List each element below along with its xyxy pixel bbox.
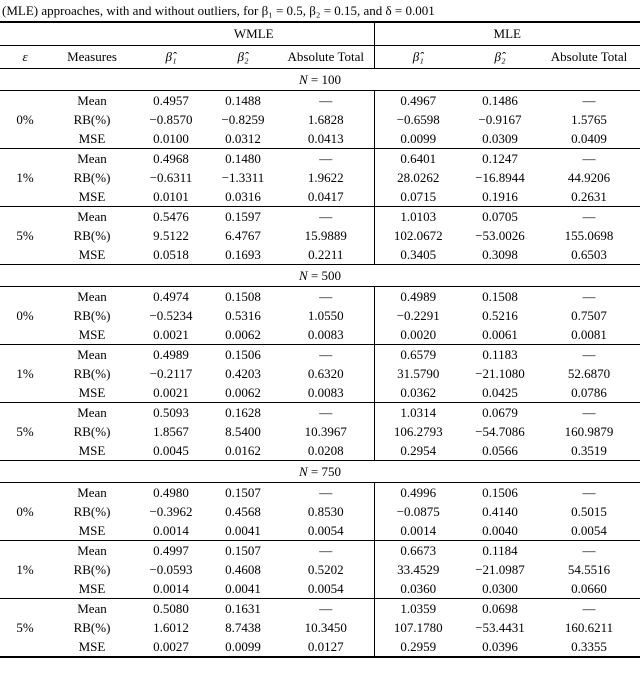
wmle-value: 0.5476	[134, 207, 208, 227]
wmle-beta1-header: β̂₁	[134, 46, 208, 69]
wmle-value: 0.0045	[153, 443, 189, 458]
mle-value: —	[538, 541, 640, 561]
wmle-value: −0.6311	[149, 170, 193, 185]
mle-value: 1.5765	[571, 112, 607, 127]
mle-value: −53.0026	[475, 228, 525, 243]
mle-value: 0.0061	[482, 327, 518, 342]
mle-value: −0.2291	[374, 306, 462, 325]
table-row	[0, 91, 640, 111]
wmle-value: 1.8567	[153, 424, 189, 439]
wmle-value: 0.1597	[208, 207, 278, 227]
mle-value: 33.4529	[374, 560, 462, 579]
epsilon-label: 1%	[0, 345, 50, 403]
wmle-value: 0.0162	[225, 443, 261, 458]
mle-value: 0.4140	[482, 504, 518, 519]
table-row	[0, 187, 640, 207]
column-header-row	[0, 46, 640, 69]
wmle-value: 1.0550	[307, 308, 344, 323]
mle-value: 160.6211	[564, 620, 614, 635]
mle-value: 0.0566	[482, 443, 518, 458]
measure-label: RB(%)	[73, 424, 111, 439]
section-title: N = 750	[0, 461, 640, 483]
measure-label: MSE	[78, 189, 106, 204]
mle-value: 0.3405	[374, 245, 462, 265]
epsilon-label: 1%	[0, 149, 50, 207]
measure-label: MSE	[78, 443, 106, 458]
wmle-value: 0.1693	[225, 247, 261, 262]
wmle-value: 0.4980	[134, 483, 208, 503]
mle-value: 0.0081	[571, 327, 607, 342]
mle-value: 0.5015	[571, 504, 607, 519]
mle-value: 31.5790	[374, 364, 462, 383]
wmle-value: 10.3967	[304, 424, 347, 439]
wmle-value: 9.5122	[153, 228, 189, 243]
wmle-value: 0.1508	[208, 287, 278, 307]
table-row	[0, 502, 640, 521]
mle-value: 0.0715	[374, 187, 462, 207]
table-row	[0, 306, 640, 325]
wmle-value: 0.2211	[308, 247, 344, 262]
wmle-value: 1.9622	[307, 170, 344, 185]
mle-value: −21.0987	[475, 562, 525, 577]
section-row	[0, 265, 640, 287]
wmle-value: 0.0014	[153, 581, 189, 596]
wmle-value: 10.3450	[304, 620, 347, 635]
mle-value: 52.6870	[567, 366, 611, 381]
wmle-value: 0.1506	[208, 345, 278, 365]
mle-value: —	[538, 403, 640, 423]
mle-value: 1.0314	[374, 403, 462, 423]
measure-label: MSE	[78, 639, 106, 654]
mle-value: 0.2954	[374, 441, 462, 461]
mle-value: 0.0409	[571, 131, 607, 146]
wmle-value: −0.5234	[149, 308, 193, 323]
wmle-value: 0.1628	[208, 403, 278, 423]
table-row	[0, 345, 640, 365]
mle-value: 1.0359	[374, 599, 462, 619]
mle-value: 0.0099	[374, 129, 462, 149]
mle-abs-total-header: Absolute Total	[538, 46, 640, 69]
mle-value: 0.1247	[462, 149, 538, 169]
wmle-value: 0.0041	[225, 581, 261, 596]
wmle-value: 0.0062	[225, 327, 261, 342]
mle-value: 0.1508	[462, 287, 538, 307]
mle-value: −0.6598	[374, 110, 462, 129]
table-row	[0, 364, 640, 383]
measure-label: MSE	[78, 385, 106, 400]
table-row	[0, 168, 640, 187]
wmle-value: 0.4203	[225, 366, 261, 381]
wmle-value: 8.5400	[225, 424, 261, 439]
measure-label: RB(%)	[73, 112, 111, 127]
section-variable: N	[299, 268, 308, 283]
wmle-abs-total-header: Absolute Total	[278, 46, 374, 69]
measure-label: Mean	[50, 287, 134, 307]
wmle-value: 0.4997	[134, 541, 208, 561]
wmle-value: 1.6012	[153, 620, 189, 635]
epsilon-label: 0%	[0, 287, 50, 345]
epsilon-label: 0%	[0, 483, 50, 541]
table-caption: (MLE) approaches, with and without outliers, for β₁ = 0.5, β₂ = 0.15, and δ = 0.001	[2, 3, 435, 18]
table-row	[0, 521, 640, 541]
mle-value: 54.5516	[567, 562, 611, 577]
mle-value: 0.6401	[374, 149, 462, 169]
mle-value: —	[538, 599, 640, 619]
results-table	[0, 21, 640, 658]
section-variable: N	[299, 464, 308, 479]
wmle-value: 0.0054	[307, 581, 344, 596]
epsilon-header: ε	[0, 46, 50, 69]
wmle-value: 0.1507	[208, 483, 278, 503]
wmle-value: 0.0101	[153, 189, 189, 204]
wmle-value: —	[278, 287, 374, 307]
mle-value: 0.0014	[374, 521, 462, 541]
mle-value: 0.6673	[374, 541, 462, 561]
epsilon-label: 5%	[0, 403, 50, 461]
mle-value: 155.0698	[564, 228, 614, 243]
mle-value: 28.0262	[374, 168, 462, 187]
group-header-row	[0, 22, 640, 46]
wmle-value: 0.0083	[307, 327, 344, 342]
measure-label: RB(%)	[73, 228, 111, 243]
mle-value: 0.0660	[571, 581, 607, 596]
wmle-value: —	[278, 149, 374, 169]
mle-value: 0.1916	[482, 189, 518, 204]
measures-header: Measures	[50, 46, 134, 69]
table-row	[0, 149, 640, 169]
mle-value: 0.4967	[374, 91, 462, 111]
wmle-value: 0.0127	[307, 639, 344, 654]
mle-value: 0.4989	[374, 287, 462, 307]
wmle-value: —	[278, 403, 374, 423]
wmle-value: 8.7438	[225, 620, 261, 635]
mle-value: 0.0300	[482, 581, 518, 596]
wmle-value: 0.0021	[153, 385, 189, 400]
mle-value: —	[538, 91, 640, 111]
epsilon-label: 1%	[0, 541, 50, 599]
wmle-value: 0.1480	[208, 149, 278, 169]
wmle-value: −0.8259	[221, 112, 265, 127]
wmle-value: 0.8530	[307, 504, 344, 519]
mle-value: 0.0040	[482, 523, 518, 538]
table-row	[0, 325, 640, 345]
wmle-value: —	[278, 345, 374, 365]
mle-group-header: MLE	[374, 22, 640, 46]
mle-value: 0.0786	[571, 385, 607, 400]
measure-label: Mean	[50, 403, 134, 423]
table-row	[0, 110, 640, 129]
table-row	[0, 541, 640, 561]
mle-value: 0.0054	[571, 523, 607, 538]
mle-value: 0.0396	[482, 639, 518, 654]
mle-value: 0.2959	[374, 637, 462, 657]
wmle-value: 0.5202	[307, 562, 344, 577]
wmle-value: 0.0083	[307, 385, 344, 400]
wmle-value: 0.4974	[134, 287, 208, 307]
wmle-value: 0.0014	[153, 523, 189, 538]
mle-value: 0.6579	[374, 345, 462, 365]
mle-value: 102.0672	[374, 226, 462, 245]
wmle-value: 0.0316	[225, 189, 261, 204]
wmle-value: —	[278, 483, 374, 503]
mle-value: 0.1486	[462, 91, 538, 111]
mle-value: —	[538, 345, 640, 365]
epsilon-label: 5%	[0, 207, 50, 265]
mle-value: 1.0103	[374, 207, 462, 227]
wmle-value: 0.4568	[225, 504, 261, 519]
wmle-value: 0.1488	[208, 91, 278, 111]
wmle-value: 0.4608	[225, 562, 261, 577]
wmle-value: —	[278, 541, 374, 561]
measure-label: RB(%)	[73, 308, 111, 323]
measure-label: RB(%)	[73, 170, 111, 185]
measure-label: MSE	[78, 327, 106, 342]
wmle-value: —	[278, 207, 374, 227]
wmle-value: 0.4968	[134, 149, 208, 169]
measure-label: RB(%)	[73, 366, 111, 381]
measure-label: Mean	[50, 599, 134, 619]
wmle-value: 6.4767	[225, 228, 261, 243]
mle-value: 0.0360	[374, 579, 462, 599]
mle-value: 0.3098	[482, 247, 518, 262]
wmle-value: −0.3962	[149, 504, 193, 519]
measure-label: MSE	[78, 581, 106, 596]
measure-label: Mean	[50, 483, 134, 503]
wmle-value: 0.0041	[225, 523, 261, 538]
mle-value: —	[538, 287, 640, 307]
measure-label: RB(%)	[73, 562, 111, 577]
mle-value: 0.1506	[462, 483, 538, 503]
wmle-value: 0.1631	[208, 599, 278, 619]
section-row	[0, 461, 640, 483]
wmle-value: 0.4957	[134, 91, 208, 111]
header-spacer	[0, 22, 134, 46]
table-row	[0, 245, 640, 265]
mle-value: 0.0679	[462, 403, 538, 423]
table-row	[0, 287, 640, 307]
wmle-value: 15.9889	[304, 228, 347, 243]
mle-value: 0.3519	[571, 443, 607, 458]
wmle-value: 0.0062	[225, 385, 261, 400]
mle-value: 0.0020	[374, 325, 462, 345]
wmle-value: 0.0417	[307, 189, 344, 204]
section-variable: N	[299, 72, 308, 87]
table-row	[0, 383, 640, 403]
table-row	[0, 129, 640, 149]
mle-value: −54.7086	[475, 424, 525, 439]
measure-label: MSE	[78, 131, 106, 146]
table-row	[0, 560, 640, 579]
mle-value: —	[538, 149, 640, 169]
mle-value: 0.7507	[571, 308, 607, 323]
wmle-value: 0.1507	[208, 541, 278, 561]
section-row	[0, 69, 640, 91]
wmle-value: 0.0100	[153, 131, 189, 146]
wmle-beta2-header: β̂₂	[208, 46, 278, 69]
wmle-value: 0.0413	[307, 131, 344, 146]
mle-value: 0.3355	[571, 639, 607, 654]
wmle-value: 1.6828	[307, 112, 344, 127]
mle-value: −21.1080	[475, 366, 525, 381]
table-row	[0, 207, 640, 227]
wmle-value: 0.0021	[153, 327, 189, 342]
table-row	[0, 422, 640, 441]
table-row	[0, 579, 640, 599]
wmle-value: −0.8570	[149, 112, 193, 127]
wmle-group-header: WMLE	[134, 22, 374, 46]
wmle-value: 0.5316	[225, 308, 261, 323]
wmle-value: 0.0099	[225, 639, 261, 654]
mle-beta2-header: β̂₂	[462, 46, 538, 69]
wmle-value: 0.0027	[153, 639, 189, 654]
mle-value: 106.2793	[374, 422, 462, 441]
wmle-value: 0.6320	[307, 366, 344, 381]
mle-beta1-header: β̂₁	[374, 46, 462, 69]
measure-label: Mean	[50, 149, 134, 169]
mle-value: 44.9206	[567, 170, 611, 185]
measure-label: Mean	[50, 345, 134, 365]
epsilon-label: 5%	[0, 599, 50, 658]
mle-value: 0.1183	[462, 345, 538, 365]
mle-value: 0.0705	[462, 207, 538, 227]
measure-label: Mean	[50, 207, 134, 227]
mle-value: —	[538, 483, 640, 503]
wmle-value: 0.0518	[153, 247, 189, 262]
table-row	[0, 441, 640, 461]
mle-value: 0.0309	[482, 131, 518, 146]
table-row	[0, 403, 640, 423]
table-row	[0, 483, 640, 503]
table-row	[0, 618, 640, 637]
wmle-value: 0.5093	[134, 403, 208, 423]
wmle-value: 0.5080	[134, 599, 208, 619]
mle-value: 0.0362	[374, 383, 462, 403]
wmle-value: —	[278, 599, 374, 619]
measure-label: RB(%)	[73, 620, 111, 635]
mle-value: −0.9167	[478, 112, 522, 127]
mle-value: −0.0875	[374, 502, 462, 521]
measure-label: Mean	[50, 541, 134, 561]
wmle-value: 0.0312	[225, 131, 261, 146]
wmle-value: −1.3311	[221, 170, 265, 185]
wmle-value: —	[278, 91, 374, 111]
table-row	[0, 637, 640, 657]
epsilon-label: 0%	[0, 91, 50, 149]
table-row	[0, 599, 640, 619]
mle-value: −16.8944	[475, 170, 525, 185]
mle-value: —	[538, 207, 640, 227]
table-row	[0, 226, 640, 245]
measure-label: Mean	[50, 91, 134, 111]
wmle-value: −0.2117	[149, 366, 193, 381]
section-title: N = 100	[0, 69, 640, 91]
mle-value: 0.2631	[571, 189, 607, 204]
mle-value: −53.4431	[475, 620, 525, 635]
mle-value: 0.1184	[462, 541, 538, 561]
wmle-value: 0.0208	[307, 443, 344, 458]
section-title: N = 500	[0, 265, 640, 287]
mle-value: 107.1780	[374, 618, 462, 637]
mle-value: 0.0425	[482, 385, 518, 400]
mle-value: 0.5216	[482, 308, 518, 323]
measure-label: MSE	[78, 247, 106, 262]
mle-value: 160.9879	[564, 424, 614, 439]
measure-label: RB(%)	[73, 504, 111, 519]
wmle-value: 0.4989	[134, 345, 208, 365]
wmle-value: −0.0593	[149, 562, 193, 577]
measure-label: MSE	[78, 523, 106, 538]
mle-value: 0.6503	[571, 247, 607, 262]
mle-value: 0.4996	[374, 483, 462, 503]
mle-value: 0.0698	[462, 599, 538, 619]
wmle-value: 0.0054	[307, 523, 344, 538]
